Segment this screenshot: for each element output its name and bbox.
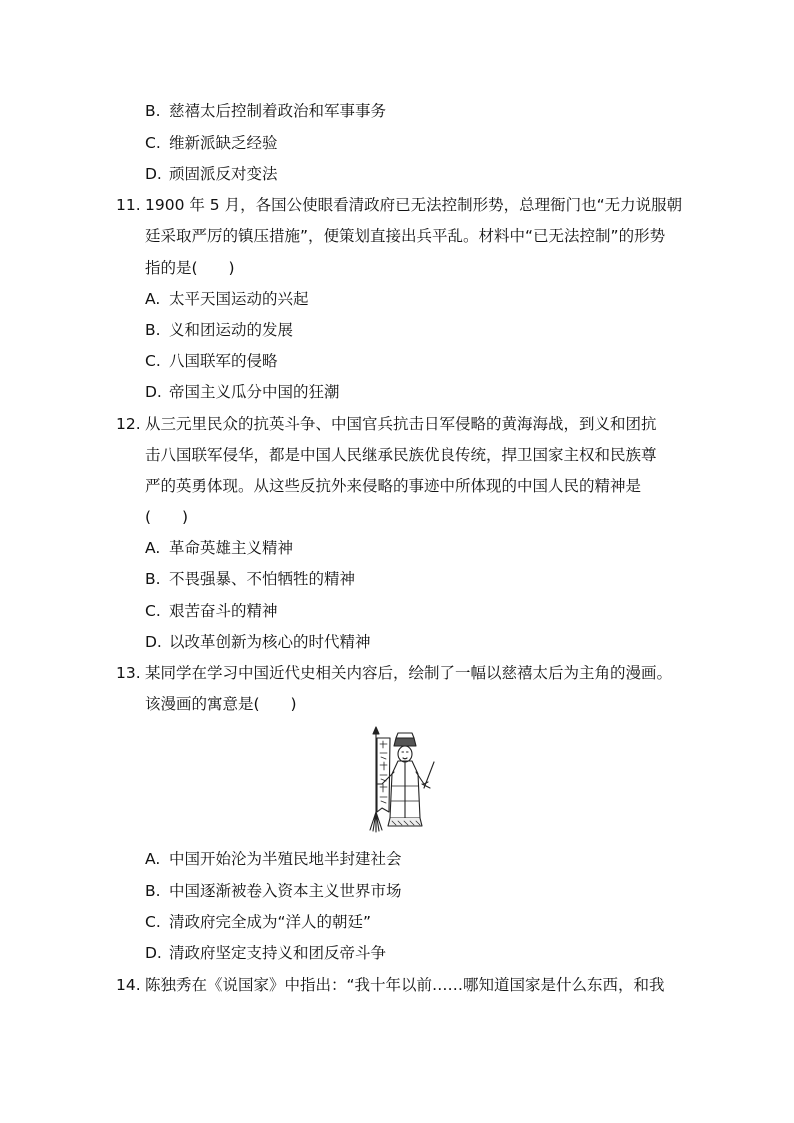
q11-option-b[interactable]: B. 义和团运动的发展	[145, 321, 294, 339]
cixi-cartoon-image	[358, 726, 438, 834]
q11-stem-line-1: 1900 年 5 月，各国公使眼看清政府已无法控制形势，总理衙门也“无力说服朝	[145, 196, 683, 214]
q14-number: 14.	[116, 976, 141, 994]
q10-option-d[interactable]: D. 顽固派反对变法	[145, 165, 278, 183]
q12-stem-line-1: 从三元里民众的抗英斗争、中国官兵抗击日军侵略的黄海海战，到义和团抗	[145, 415, 657, 433]
q11-stem-line-2: 廷采取严厉的镇压措施”，便策划直接出兵平乱。材料中“已无法控制”的形势	[145, 227, 666, 245]
q13-option-b[interactable]: B. 中国逐渐被卷入资本主义世界市场	[145, 882, 402, 900]
q10-option-b[interactable]: B. 慈禧太后控制着政治和军事事务	[145, 102, 387, 120]
q13-option-d[interactable]: D. 清政府坚定支持义和团反帝斗争	[145, 944, 387, 962]
q12-number: 12.	[116, 415, 141, 433]
q12-option-d[interactable]: D. 以改革创新为核心的时代精神	[145, 633, 371, 651]
q13-option-a[interactable]: A. 中国开始沦为半殖民地半封建社会	[145, 850, 402, 868]
q11-option-a[interactable]: A. 太平天国运动的兴起	[145, 290, 309, 308]
q12-stem-line-4: ( )	[145, 508, 189, 526]
q12-stem-line-3: 严的英勇体现。从这些反抗外来侵略的事迹中所体现的中国人民的精神是	[145, 477, 642, 495]
q13-stem-line-2: 该漫画的寓意是( )	[145, 695, 297, 713]
q11-number: 11.	[116, 196, 141, 214]
q10-option-c[interactable]: C. 维新派缺乏经验	[145, 134, 278, 152]
q13-option-c[interactable]: C. 清政府完全成为“洋人的朝廷”	[145, 913, 372, 931]
q12-option-b[interactable]: B. 不畏强暴、不怕牺牲的精神	[145, 570, 356, 588]
q12-option-a[interactable]: A. 革命英雄主义精神	[145, 539, 294, 557]
q14-stem-line-1: 陈独秀在《说国家》中指出：“我十年以前……哪知道国家是什么东西，和我	[145, 976, 665, 994]
q13-stem-line-1: 某同学在学习中国近代史相关内容后，绘制了一幅以慈禧太后为主角的漫画。	[145, 664, 673, 682]
q13-number: 13.	[116, 664, 141, 682]
q12-option-c[interactable]: C. 艰苦奋斗的精神	[145, 602, 278, 620]
q11-option-c[interactable]: C. 八国联军的侵略	[145, 352, 278, 370]
q12-stem-line-2: 击八国联军侵华，都是中国人民继承民族优良传统，捍卫国家主权和民族尊	[145, 446, 657, 464]
q11-stem-line-3: 指的是( )	[145, 259, 235, 277]
q11-option-d[interactable]: D. 帝国主义瓜分中国的狂潮	[145, 383, 340, 401]
